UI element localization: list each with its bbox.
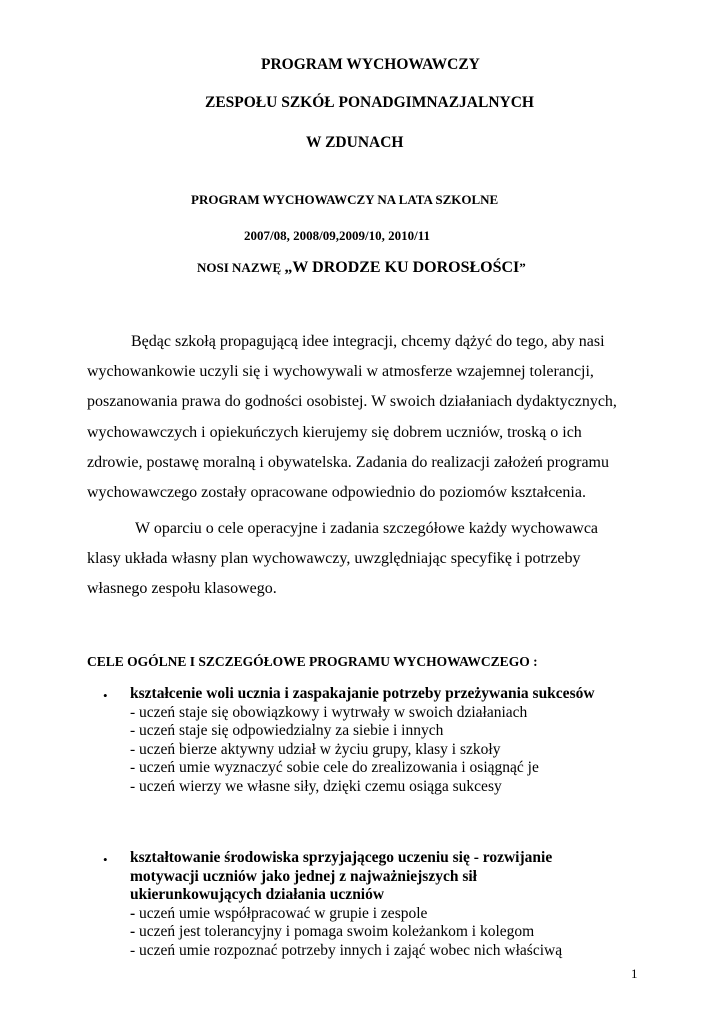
- paragraph-line: zdrowie, postawę moralną i obywatelska. Zadania do realizacji założeń programu: [87, 453, 609, 471]
- paragraph-line: Będąc szkołą propagującą idee integracji, chcemy dążyć do tego, aby nasi: [131, 333, 605, 350]
- goal-point: - uczeń umie rozpoznać potrzeby innych i zająć wobec nich właściwą: [130, 941, 563, 959]
- paragraph-line: W oparciu o cele operacyjne i zadania szczegółowe każdy wychowawca: [135, 520, 599, 537]
- goal-point: - uczeń jest tolerancyjny i pomaga swoim koleżankom i kolegom: [130, 923, 535, 941]
- goal-point: - uczeń umie wyznaczyć sobie cele do zrealizowania i osiągnąć je: [130, 759, 539, 777]
- program-name: [197, 259, 526, 277]
- section-heading: CELE OGÓLNE I SZCZEGÓŁOWE PROGRAMU WYCHOWAWCZEGO :: [87, 654, 538, 669]
- program-name-main: „W DRODZE KU DOROSŁOŚCI: [284, 259, 520, 276]
- title-line-2: ZESPOŁU SZKÓŁ PONADGIMNAZJALNYCH: [205, 94, 534, 111]
- title-line-3: W ZDUNACH: [306, 134, 404, 151]
- program-name-suffix: ”: [519, 260, 526, 275]
- intro-paragraph-2: [87, 514, 598, 605]
- paragraph-line: wychowawczych i opiekuńczych kierujemy się dobrem uczniów, troską o ich: [87, 423, 582, 441]
- goal-title: kształtowanie środowiska sprzyjającego uczeniu się - rozwijanie: [130, 849, 553, 866]
- goal-point: - uczeń wierzy we własne siły, dzięki czemu osiąga sukcesy: [130, 777, 502, 795]
- title-line-1: PROGRAM WYCHOWAWCZY: [261, 56, 480, 73]
- paragraph-line: klasy układa własny plan wychowawczy, uwzględniając specyfikę i potrzeby: [87, 550, 581, 568]
- goal-item-2: [130, 849, 562, 961]
- paragraph-line: wychowankowie uczyli się i wychowywali w atmosferze wzajemnej tolerancji,: [87, 363, 594, 381]
- paragraph-line: poszanowania prawa do godności osobistej. W swoich działaniach dydaktycznych,: [87, 393, 617, 411]
- goal-item-1: [130, 685, 595, 797]
- program-name-prefix: NOSI NAZWĘ: [197, 260, 285, 275]
- intro-paragraph-1: [87, 327, 617, 508]
- subtitle-line-1: PROGRAM WYCHOWAWCZY NA LATA SZKOLNE: [191, 192, 499, 207]
- subtitle-line-2: 2007/08, 2008/09,2009/10, 2010/11: [244, 228, 430, 243]
- bullet-icon: •: [103, 852, 108, 867]
- bullet-icon: •: [103, 688, 108, 703]
- paragraph-line: własnego zespołu klasowego.: [87, 580, 277, 598]
- goal-title: ukierunkowujących działania uczniów: [130, 886, 385, 904]
- goal-point: - uczeń umie współpracować w grupie i zespole: [130, 904, 428, 922]
- goal-point: - uczeń staje się odpowiedzialny za siebie i innych: [130, 722, 444, 740]
- page-number: 1: [631, 966, 638, 981]
- goal-title: motywacji uczniów jako jednej z najważniejszych sił: [130, 867, 477, 885]
- paragraph-line: wychowawczego zostały opracowane odpowiednio do poziomów kształcenia.: [87, 484, 586, 502]
- goal-point: - uczeń bierze aktywny udział w życiu grupy, klasy i szkoły: [130, 740, 501, 758]
- goal-title: kształcenie woli ucznia i zaspakajanie potrzeby przeżywania sukcesów: [130, 685, 595, 702]
- goal-point: - uczeń staje się obowiązkowy i wytrwały w swoich działaniach: [130, 703, 528, 721]
